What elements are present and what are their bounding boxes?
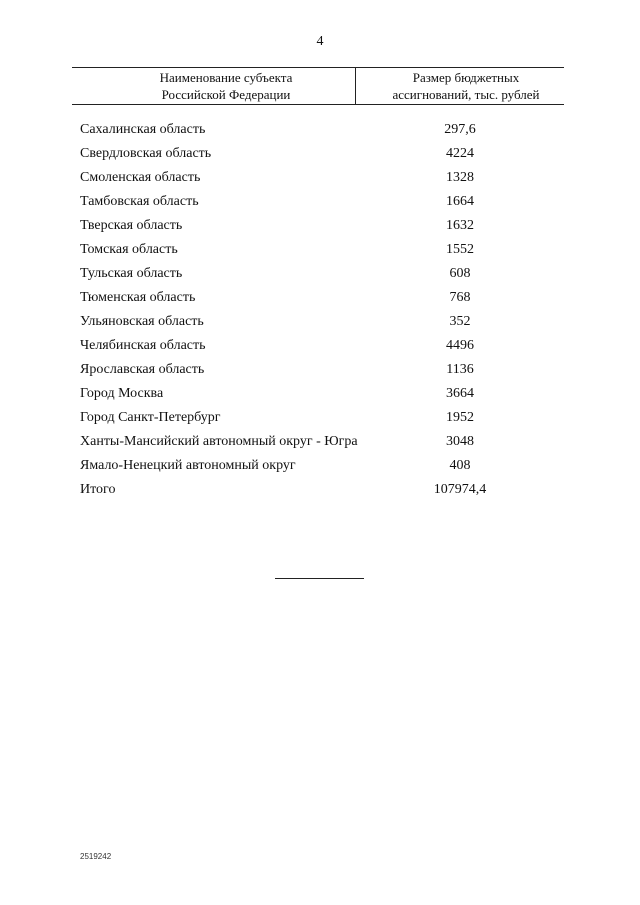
document-id: 2519242 bbox=[80, 852, 112, 861]
end-separator-line bbox=[275, 578, 364, 579]
allocation-value-cell: 4224 bbox=[446, 146, 474, 161]
table-row bbox=[0, 142, 640, 166]
subject-name-cell: Свердловская область bbox=[80, 146, 212, 161]
table-row bbox=[0, 454, 640, 478]
subject-name-cell: Томская область bbox=[80, 242, 178, 257]
column-header-subject bbox=[112, 69, 340, 103]
table-row bbox=[0, 118, 640, 142]
allocation-value-cell: 4496 bbox=[446, 338, 474, 353]
column-header-allocation-line: Размер бюджетных bbox=[412, 70, 520, 85]
subject-name-cell: Тверская область bbox=[80, 218, 183, 233]
subject-name-cell: Смоленская область bbox=[80, 170, 201, 185]
allocation-value-cell: 107974,4 bbox=[433, 482, 487, 497]
table-row bbox=[0, 406, 640, 430]
table-row bbox=[0, 238, 640, 262]
allocation-value-cell: 297,6 bbox=[444, 122, 476, 137]
allocation-value-cell: 1664 bbox=[446, 194, 474, 209]
table-row bbox=[0, 358, 640, 382]
subject-name-cell: Челябинская область bbox=[80, 338, 206, 353]
allocation-value-cell: 352 bbox=[449, 314, 471, 329]
table-row bbox=[0, 166, 640, 190]
table-header-bottom-rule bbox=[72, 104, 564, 105]
column-header-subject-line: Российской Федерации bbox=[161, 87, 291, 102]
subject-name-cell: Город Санкт-Петербург bbox=[80, 410, 221, 425]
allocation-value-cell: 3048 bbox=[446, 434, 474, 449]
allocation-value-cell: 1952 bbox=[446, 410, 474, 425]
allocation-value-cell: 1136 bbox=[446, 362, 474, 377]
subject-name-cell: Ульяновская область bbox=[80, 314, 204, 329]
table-row bbox=[0, 382, 640, 406]
allocation-value-cell: 768 bbox=[449, 290, 471, 305]
subject-name-cell: Ханты-Мансийский автономный округ - Югра bbox=[80, 434, 358, 449]
subject-name-cell: Тамбовская область bbox=[80, 194, 199, 209]
page-number: 4 bbox=[316, 34, 324, 49]
table-header-divider bbox=[355, 67, 356, 104]
subject-name-cell: Сахалинская область bbox=[80, 122, 206, 137]
total-row bbox=[0, 478, 640, 502]
table-row bbox=[0, 334, 640, 358]
table-row bbox=[0, 286, 640, 310]
subject-name-cell: Ярославская область bbox=[80, 362, 205, 377]
allocation-value-cell: 1328 bbox=[446, 170, 474, 185]
table-row bbox=[0, 262, 640, 286]
subject-name-cell: Ямало-Ненецкий автономный округ bbox=[80, 458, 296, 473]
table-body bbox=[0, 118, 640, 502]
allocation-value-cell: 1552 bbox=[446, 242, 474, 257]
subject-name-cell: Итого bbox=[80, 482, 116, 497]
subject-name-cell: Тульская область bbox=[80, 266, 183, 281]
table-row bbox=[0, 214, 640, 238]
allocation-value-cell: 1632 bbox=[446, 218, 474, 233]
table-row bbox=[0, 310, 640, 334]
table-row bbox=[0, 190, 640, 214]
subject-name-cell: Город Москва bbox=[80, 386, 164, 401]
allocation-value-cell: 3664 bbox=[446, 386, 474, 401]
table-header-top-rule bbox=[72, 67, 564, 68]
column-header-allocation-line: ассигнований, тыс. рублей bbox=[392, 87, 540, 102]
table-row bbox=[0, 430, 640, 454]
subject-name-cell: Тюменская область bbox=[80, 290, 196, 305]
allocation-value-cell: 408 bbox=[449, 458, 471, 473]
column-header-allocation bbox=[370, 69, 562, 103]
column-header-subject-line: Наименование субъекта bbox=[159, 70, 293, 85]
allocation-value-cell: 608 bbox=[449, 266, 471, 281]
